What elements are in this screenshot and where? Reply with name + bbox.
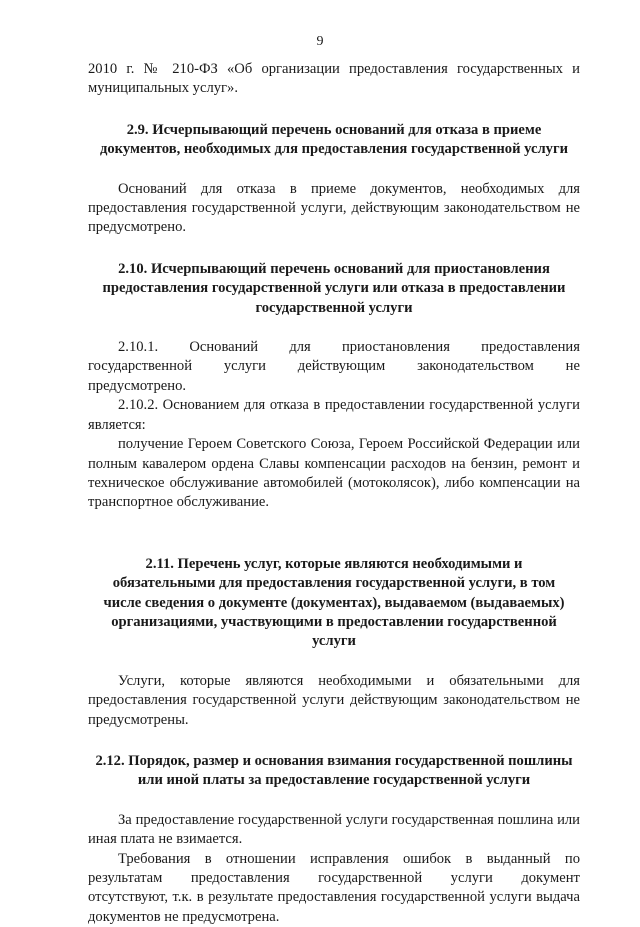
section-2-11-heading: 2.11. Перечень услуг, которые являются необходимыми и обязательными для предоставления государственной услуги, в том числе сведения о документе (документах), выдаваемом (выдаваемых) организациями, участвующими в предоставлении государственной услуги [103,555,565,650]
intro-paragraph: 2010 г. № 210-ФЗ «Об организации предоставления государственных и муниципальных услуг». [88,61,580,97]
section-2-12-p2-line1: Требования в отношении исправления ошибок в выданный по [118,850,580,867]
page-number: 9 [316,34,324,49]
section-2-9-text: Оснований для отказа в приеме документов, необходимых для предоставления государственной услуги, действующим законодательством не предусмотрено. [88,180,580,236]
word: предоставления [190,870,290,886]
word: 2.10.1. [118,339,159,356]
word: услуги [223,358,266,375]
section-2-10-heading: 2.10. Исчерпывающий перечень оснований для приостановления предоставления государственной услуги или отказа в предоставлении государственной услуги [102,260,566,316]
section-2-10-1-line2 [88,357,580,376]
word: приостановления [341,339,450,356]
word: государственной [88,358,193,375]
word: для [289,339,311,356]
word: услуги [450,870,493,886]
section-2-11-text: Услуги, которые являются необходимыми и обязательными для предоставления государственной услуги действующим законодательством не предусмотрены. [88,672,580,728]
section-2-10-1-end: предусмотрено. [88,377,187,394]
word: Оснований [189,339,259,356]
section-2-10-1-line1 [118,338,580,357]
section-2-10-1-paragraph [88,338,580,357]
word: результатам [88,870,163,886]
section-2-9-heading: 2.9. Исчерпывающий перечень оснований для отказа в приеме документов, необходимых для предоставления государственной услуги [100,121,568,158]
section-2-12-text: За предоставление государственной услуги государственная пошлина или иная плата не взимается. [88,811,580,848]
word: действующим [297,358,386,375]
section-2-12-heading: 2.12. Порядок, размер и основания взимания государственной пошлины или иной платы за предоставление государственной услуги [95,752,573,789]
word: законодательством [417,358,534,375]
section-2-12-p2-rest: отсутствуют, т.к. в результате предоставления государственной услуги выдача документов не предусмотрена. [88,889,580,925]
section-2-10-2-list: получение Героем Советского Союза, Героем Российской Федерации или полным кавалером ордена Славы компенсации расходов на бензин, ремонт и техническое обслуживание автомобилей (мотоколясок), либо компенсации на транспортное обслуживание. [88,436,580,511]
document-body [88,60,580,927]
word: предоставления [481,339,580,356]
word: не [565,358,580,375]
word: документ [521,870,580,886]
section-2-10-2-text: 2.10.2. Основанием для отказа в предоставлении государственной услуги является: [88,397,580,433]
section-2-12-p2-line2 [88,869,580,888]
word: государственной [318,870,423,886]
